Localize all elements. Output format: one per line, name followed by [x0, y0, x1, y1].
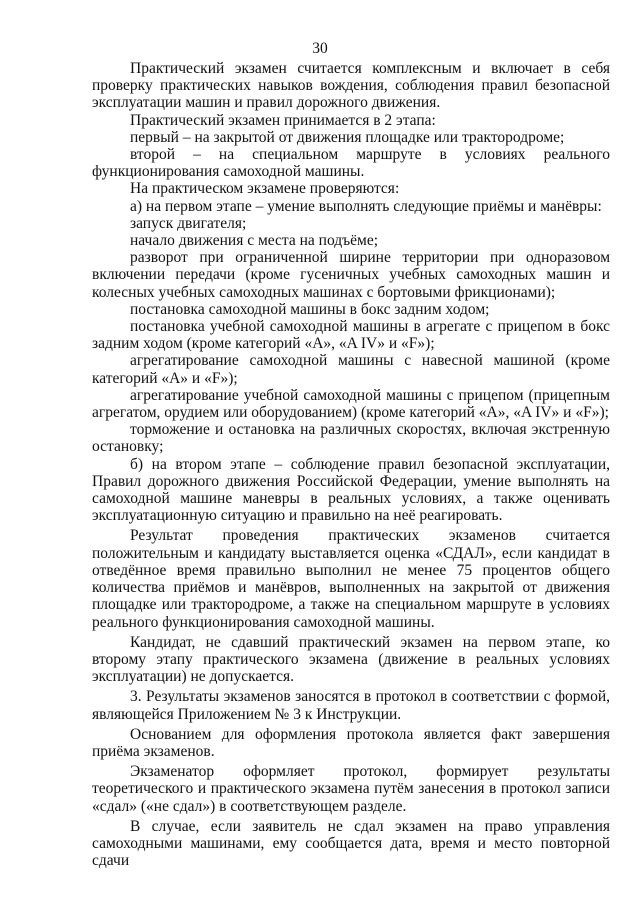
- paragraph: агрегатирование учебной самоходной машины с прицепом (прицепным агрегатом, орудием или оборудованием) (кроме категорий «А», «A IV» и «F»);: [92, 386, 610, 422]
- paragraph: постановка учебной самоходной машины в агрегате с прицепом в бокс задним ходом (кроме категорий «А», «A IV» и «F»);: [92, 318, 610, 353]
- paragraph: разворот при ограниченной ширине территории при одноразовом включении передачи (кроме гусеничных учебных самоходных машин и колесных учебных самоходных машинах с бортовыми фрикционами);: [92, 249, 610, 301]
- paragraph: запуск двигателя;: [130, 214, 247, 232]
- paragraph: а) на первом этапе – умение выполнять следующие приёмы и манёвры:: [130, 197, 602, 215]
- paragraph: 3. Результаты экзаменов заносятся в протокол в соответствии с формой, являющейся Приложением № 3 к Инструкции.: [92, 688, 610, 723]
- paragraph: агрегатирование самоходной машины с навесной машиной (кроме категорий «А» и «F»);: [92, 352, 610, 387]
- document-body: [92, 60, 610, 869]
- paragraph: Практический экзамен принимается в 2 этапа:: [130, 111, 436, 129]
- paragraph: начало движения с места на подъёме;: [130, 232, 379, 250]
- paragraph: первый – на закрытой от движения площадке или трактородроме;: [130, 128, 565, 146]
- paragraph: постановка самоходной машины в бокс задним ходом;: [130, 300, 490, 318]
- paragraph: торможение и остановка на различных скоростях, включая экстренную остановку;: [92, 421, 610, 456]
- paragraph: В случае, если заявитель не сдал экзамен на право управления самоходными машинами, ему сообщается дата, время и место повторной сдачи: [92, 817, 610, 870]
- paragraph: Экзаменатор оформляет протокол, формирует результаты теоретического и практического экзамена путём занесения в протокол записи «сдал» («не сдал») в соответствующем разделе.: [92, 763, 610, 815]
- paragraph: Результат проведения практических экзаменов считается положительным и кандидату выставляется оценка «СДАЛ», если кандидат в отведённое время правильно выполнил не менее 75 процентов общего количества приёмов и манёвров, выполненных на закрытой от движения площадке или трактородроме, а также на специальном маршруте в условиях реального функционирования самоходной машины.: [92, 527, 610, 631]
- paragraph: Основанием для оформления протокола является факт завершения приёма экзаменов.: [92, 725, 610, 760]
- page-number: 30: [312, 40, 328, 57]
- paragraph: Кандидат, не сдавший практический экзамен на первом этапе, ко второму этапу практического экзамена (движение в реальных условиях эксплуатации) не допускается.: [92, 633, 610, 686]
- paragraph: б) на втором этапе – соблюдение правил безопасной эксплуатации, Правил дорожного движения Российской Федерации, умение выполнять на самоходной машине маневры в реальных условиях, а также оценивать эксплуатационную ситуацию и правильно на неё реагировать.: [92, 455, 610, 525]
- paragraph: На практическом экзамене проверяются:: [130, 180, 400, 198]
- paragraph: второй – на специальном маршруте в условиях реального функционирования самоходной машины.: [92, 146, 610, 181]
- paragraph: Практический экзамен считается комплексным и включает в себя проверку практических навыков вождения, соблюдения правил безопасной эксплуатации машин и правил дорожного движения.: [92, 60, 610, 112]
